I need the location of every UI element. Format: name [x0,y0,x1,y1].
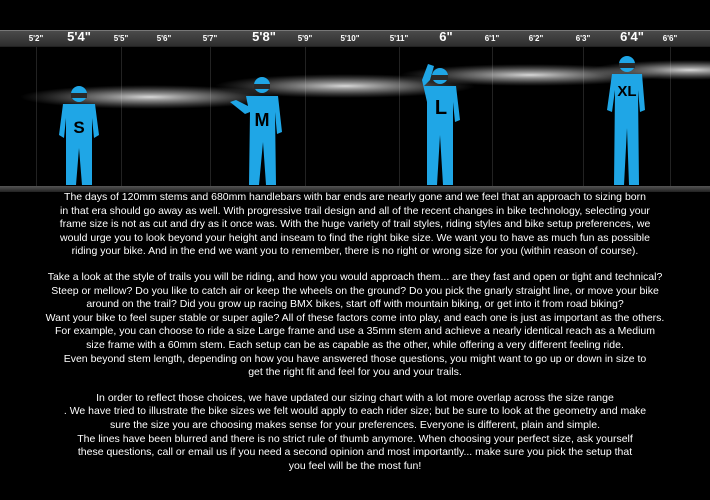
paragraph-line: The lines have been blurred and there is no strict rule of thumb anymore. When choosing your perfect size, ask yourself [77,432,633,445]
paragraph-line: riding your bike. And in the end we want you to remember, there is no right or wrong size for you (within reason of course). [71,245,639,258]
paragraph-line: Want your bike to feel super stable or super agile? All of these factors come into play, and each one is just as important as the others. [45,311,665,324]
height-tick: 5'6" [156,34,172,43]
paragraph-line: frame size is not as cut and dry as it once was. With the huge variety of trail styles, riding styles and bike setup preferences, we [59,218,651,231]
height-tick: 6'6" [662,34,678,43]
paragraph-gap [8,380,702,392]
paragraph-line: around on the trail? Did you grow up racing BMX bikes, start off with mountain biking, or get into it from road biking? [86,298,624,311]
size-label: S [73,118,85,137]
rider-figure-xl [607,56,645,185]
paragraph-line: these questions, call or email us if you need a second opinion and most importantly... make sure you pick the setup that [77,446,633,459]
size-label: XL [617,83,637,100]
height-tick: 5'4" [67,29,91,44]
height-tick: 5'2" [28,34,44,43]
rider-scene [0,40,710,190]
paragraph-line: . We have tried to illustrate the bike sizes we felt would apply to each rider size; but be sure to look at the geometry and make [63,405,647,418]
height-tick: 5'8" [252,29,276,44]
paragraph-line: would urge you to look beyond your height and inseam to find the right bike size. We want you to have as much fun as possible [60,231,650,244]
height-tick: 5'10" [340,34,360,43]
paragraph-line: sure the size you are choosing makes sense for your preferences. Everyone is different, plain and simple. [109,418,601,431]
paragraph-line: Take a look at the style of trails you will be riding, and how you would approach them... are they fast and open or tight and technical? [47,270,663,283]
paragraph-gap [8,259,702,271]
size-label: L [434,97,448,119]
height-tick: 5'5" [113,34,129,43]
height-tick: 6'3" [575,34,591,43]
paragraph-line: Even beyond stem length, depending on how you have answered those questions, you might want to go up or down in size to [63,352,647,365]
height-tick: 5'11" [389,34,409,43]
height-tick: 6'4" [620,29,644,44]
sizing-explanation [8,191,702,473]
paragraph-line: In order to reflect those choices, we have updated our sizing chart with a lot more overlap across the size range [96,391,614,404]
paragraph-line: in that era should go away as well. With progressive trail design and all of the recent changes in bike technology, selecting your [60,204,650,217]
size-label: M [254,110,270,130]
paragraph-line: get the right fit and feel for you and your trails. [248,366,462,379]
height-tick: 5'7" [202,34,218,43]
paragraph-line: The days of 120mm stems and 680mm handlebars with bar ends are nearly gone and we feel that an approach to sizing born [64,191,646,203]
paragraph-line: Steep or mellow? Do you like to catch air or keep the wheels on the ground? Do you pick the gnarly straight line, or move your bike [51,284,659,297]
height-tick: 5'9" [297,34,313,43]
paragraph-line: For example, you can choose to ride a size Large frame and use a 35mm stem and achieve a nearly identical reach as a Medium [55,325,655,338]
height-tick: 6'1" [484,34,500,43]
height-tick: 6'2" [528,34,544,43]
height-tick: 6" [439,29,453,44]
paragraph-line: you feel will be the most fun! [288,459,422,472]
paragraph-line: size frame with a 60mm stem. Each setup can be as capable as the other, while offering a very different feeling ride. [86,338,624,351]
